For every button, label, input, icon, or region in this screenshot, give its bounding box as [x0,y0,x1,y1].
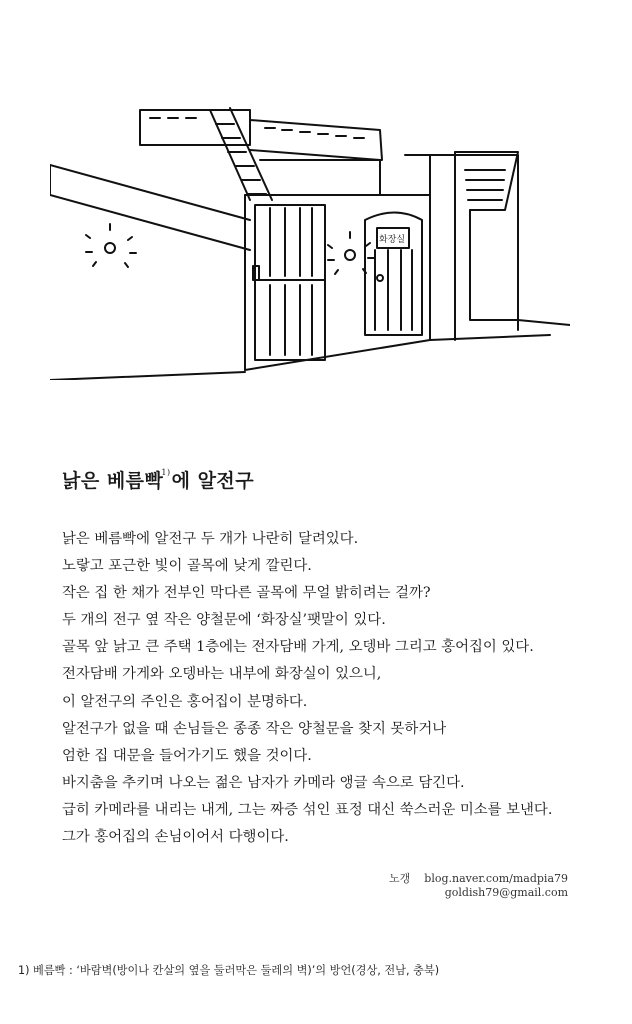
title-part-a: 낡은 베름빡 [62,470,164,492]
page-title [62,466,254,493]
poem-line: 급히 카메라를 내리는 내게, 그는 짜증 섞인 표정 대신 쑥스러운 미소를 보낸다. [62,801,553,818]
toilet-sign-text: 화장실 [379,235,406,245]
poem-line: 골목 앞 낡고 큰 주택 1층에는 전자담배 가게, 오뎅바 그리고 홍어집이 있다. [62,639,534,656]
poem-line: 작은 집 한 채가 전부인 막다른 골목에 무얼 밝히려는 걸까? [62,585,431,602]
title-footnote-mark: 1) [161,468,171,477]
author-name: 노갱 [389,872,411,885]
blog-url: blog.naver.com/madpia79 [424,872,568,885]
poem-line: 전자담배 가게와 오뎅바는 내부에 화장실이 있으니, [62,666,382,683]
author-email: goldish79@gmail.com [444,886,568,899]
poem-line: 알전구가 없을 때 손님들은 종종 작은 양철문을 찾지 못하거나 [62,720,447,737]
poem-line: 이 알전구의 주인은 홍어집이 분명하다. [62,693,308,710]
house-illustration [50,90,570,380]
poem-line: 그가 홍어집의 손님이어서 다행이다. [62,829,289,846]
poem-line: 바지춤을 추키며 나오는 젊은 남자가 카메라 앵글 속으로 담긴다. [62,774,465,791]
signature-block [389,872,568,900]
poem-line: 낡은 베름빡에 알전구 두 개가 나란히 달려있다. [62,531,359,547]
footnote: 1) 베름빡 : ‘바람벽(방이나 칸살의 옆을 둘러막은 둘레의 벽)’의 방언(경상, 전남, 충북) [18,964,440,977]
poem-line: 노랗고 포근한 빛이 골목에 낮게 깔린다. [62,558,312,575]
poem-line: 두 개의 전구 옆 작은 양철문에 ‘화장실’팻말이 있다. [62,612,386,629]
poem-line: 엄한 집 대문을 들어가기도 했을 것이다. [62,747,312,764]
poem-body [62,526,582,851]
title-part-b: 에 알전구 [171,470,255,492]
